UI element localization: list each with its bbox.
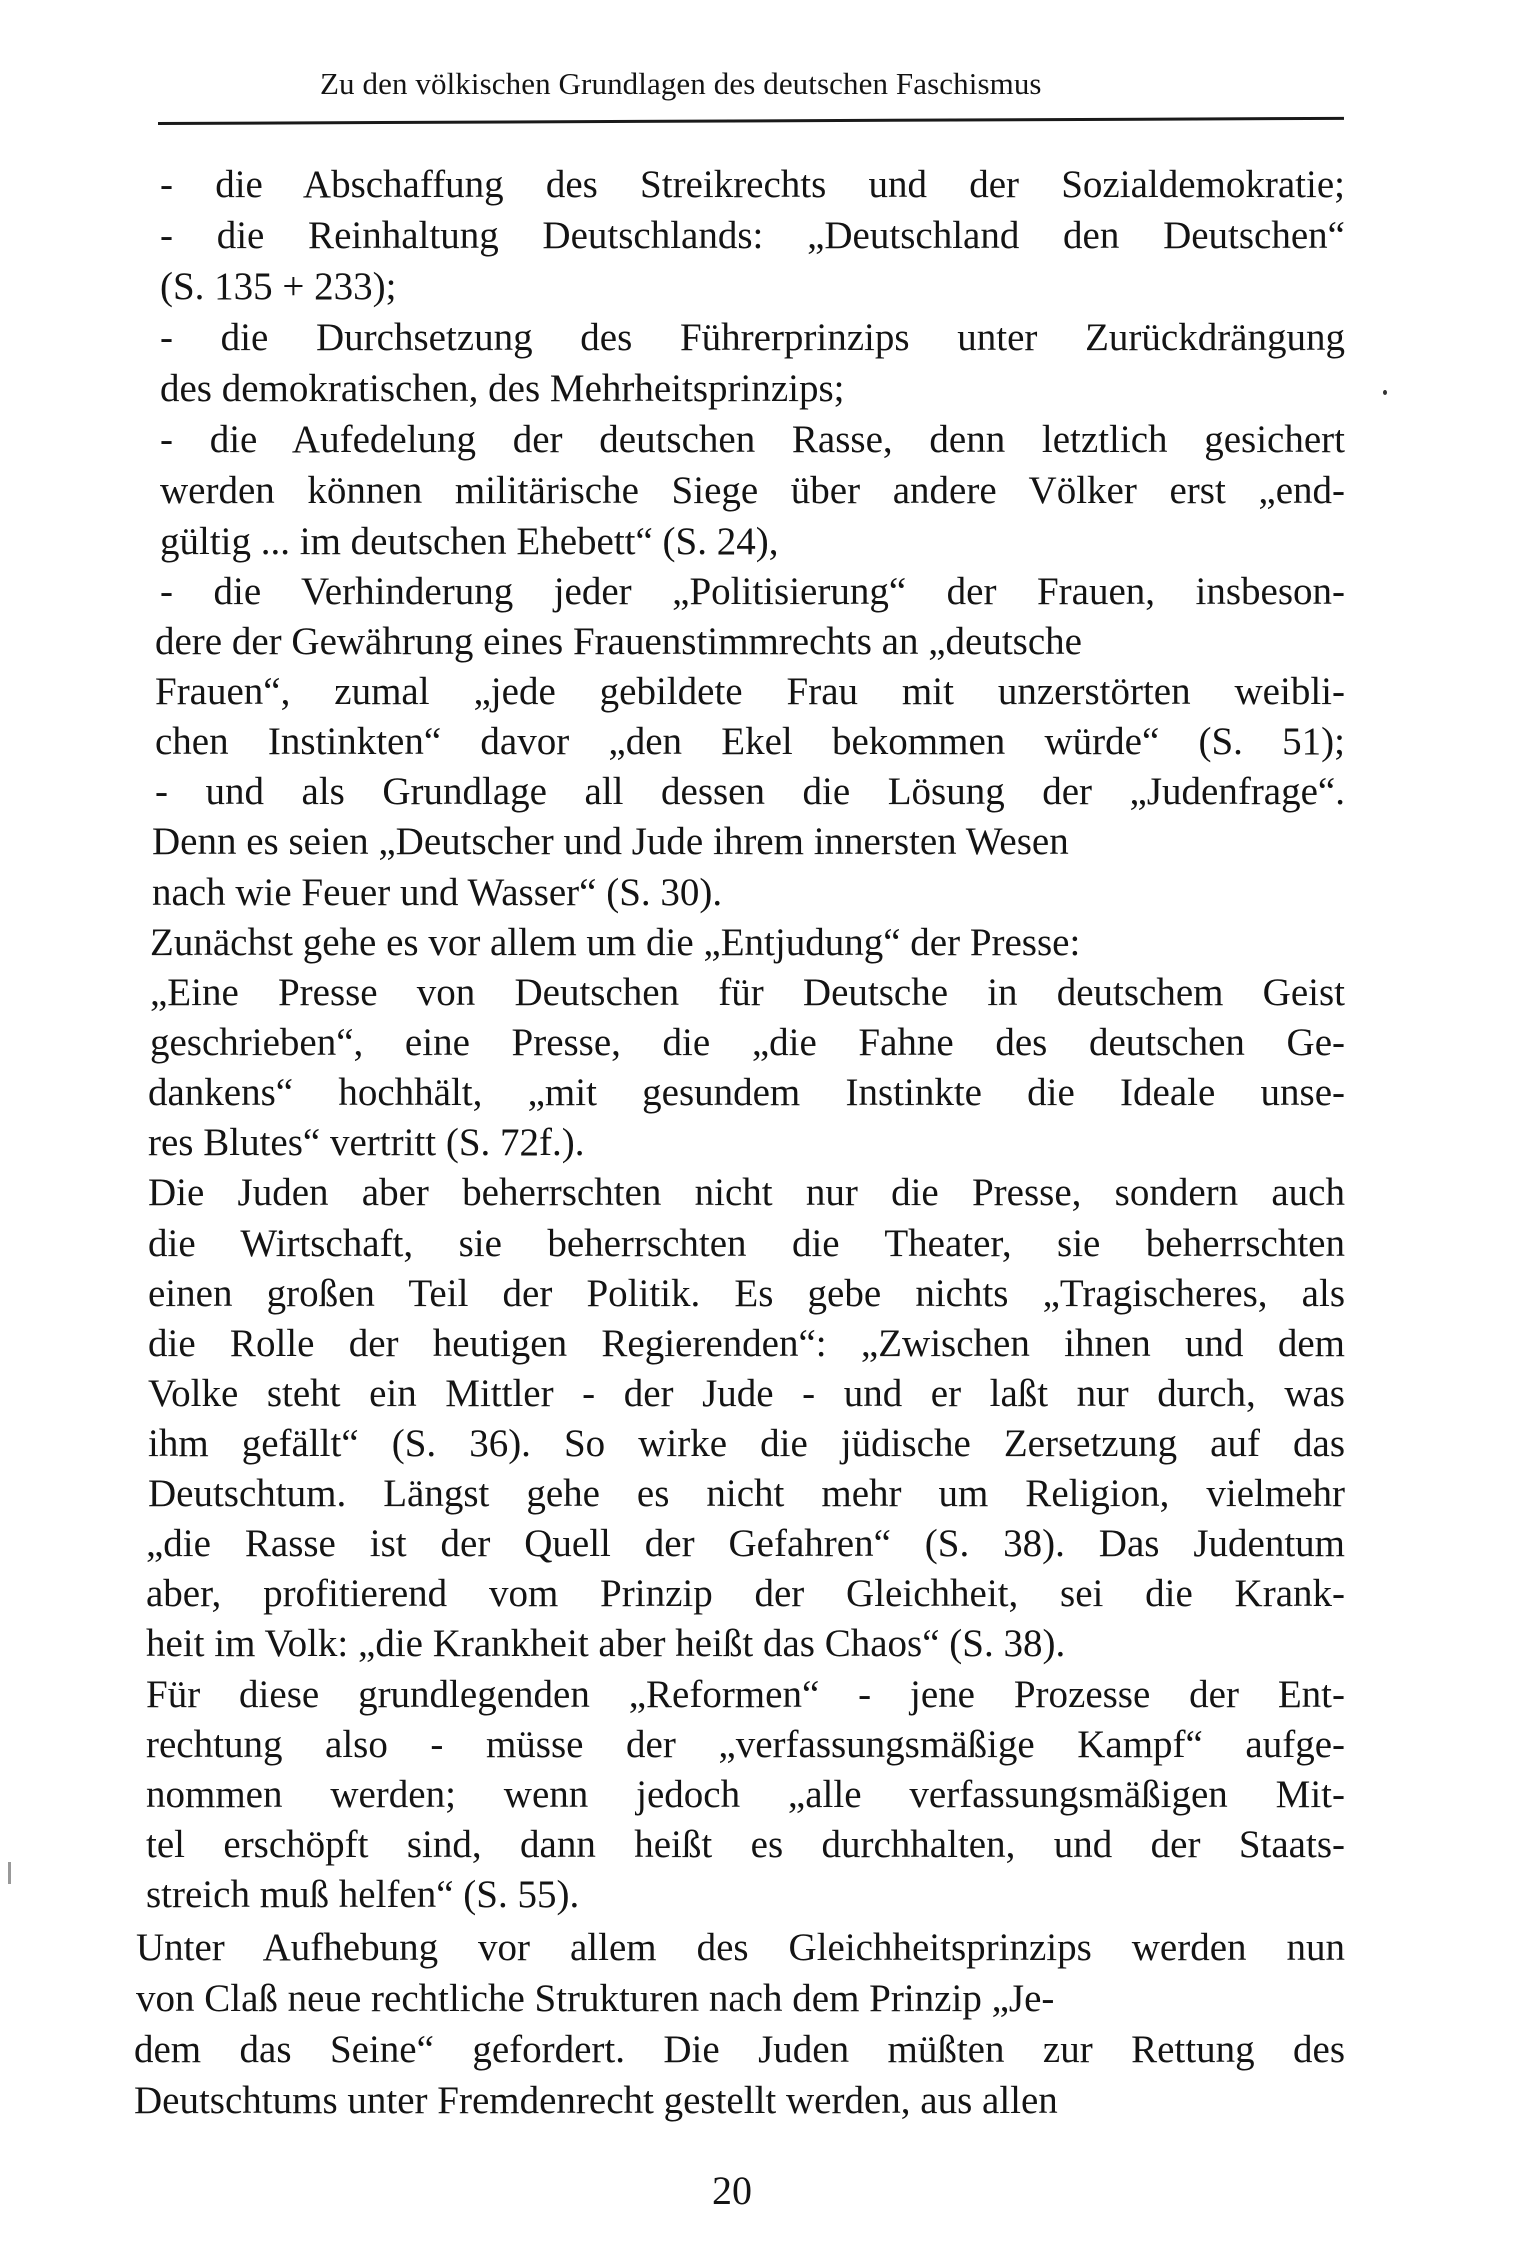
text-line: - die Reinhaltung Deutschlands: „Deutschland den Deutschen“: [160, 214, 1345, 257]
text-line: Die Juden aber beherrschten nicht nur die Presse, sondern auch: [148, 1171, 1345, 1214]
text-line: Deutschtums unter Fremdenrecht gestellt werden, aus allen: [134, 2079, 1058, 2122]
text-line: Unter Aufhebung vor allem des Gleichheitsprinzips werden nun: [136, 1926, 1345, 1969]
text-line: - die Aufedelung der deutschen Rasse, denn letztlich gesichert: [160, 418, 1345, 461]
text-line: werden können militärische Siege über andere Völker erst „end-: [160, 469, 1345, 512]
text-line: „die Rasse ist der Quell der Gefahren“ (S. 38). Das Judentum: [146, 1522, 1345, 1565]
text-line: nommen werden; wenn jedoch „alle verfassungsmäßigen Mit-: [146, 1773, 1345, 1816]
text-line: ihm gefällt“ (S. 36). So wirke die jüdische Zersetzung auf das: [148, 1422, 1345, 1465]
text-line: streich muß helfen“ (S. 55).: [146, 1873, 580, 1916]
page-number: 20: [712, 2168, 752, 2213]
text-line: des demokratischen, des Mehrheitsprinzips;: [160, 367, 845, 410]
scan-edge-mark: [8, 1862, 11, 1884]
text-line: von Claß neue rechtliche Strukturen nach dem Prinzip „Je-: [136, 1977, 1055, 2020]
text-line: (S. 135 + 233);: [160, 265, 397, 308]
scan-speck: [1383, 390, 1387, 395]
text-line: dere der Gewährung eines Frauenstimmrechts an „deutsche: [155, 620, 1082, 663]
text-line: dankens“ hochhält, „mit gesundem Instinkte die Ideale unse-: [148, 1071, 1345, 1114]
text-line: Frauen“, zumal „jede gebildete Frau mit unzerstörten weibli-: [155, 670, 1345, 713]
text-line: rechtung also - müsse der „verfassungsmäßige Kampf“ aufge-: [146, 1723, 1345, 1766]
text-line: Für diese grundlegenden „Reformen“ - jene Prozesse der Ent-: [146, 1673, 1345, 1716]
text-line: gültig ... im deutschen Ehebett“ (S. 24),: [160, 520, 779, 563]
text-line: einen großen Teil der Politik. Es gebe nichts „Tragischeres, als: [148, 1272, 1345, 1315]
running-header: Zu den völkischen Grundlagen des deutschen Faschismus: [320, 66, 1042, 101]
text-line: - und als Grundlage all dessen die Lösung der „Judenfrage“.: [155, 770, 1345, 813]
text-line: chen Instinkten“ davor „den Ekel bekommen würde“ (S. 51);: [155, 720, 1345, 763]
text-line: aber, profitierend vom Prinzip der Gleichheit, sei die Krank-: [146, 1572, 1345, 1615]
text-line: dem das Seine“ gefordert. Die Juden müßten zur Rettung des: [134, 2028, 1345, 2071]
text-line: res Blutes“ vertritt (S. 72f.).: [148, 1121, 585, 1164]
text-line: - die Durchsetzung des Führerprinzips unter Zurückdrängung: [160, 316, 1345, 359]
text-line: Deutschtum. Längst gehe es nicht mehr um Religion, vielmehr: [148, 1472, 1345, 1515]
text-line: Denn es seien „Deutscher und Jude ihrem innersten Wesen: [152, 820, 1069, 863]
text-line: nach wie Feuer und Wasser“ (S. 30).: [152, 871, 723, 914]
text-line: Zunächst gehe es vor allem um die „Entjudung“ der Presse:: [150, 921, 1081, 964]
text-line: - die Abschaffung des Streikrechts und der Sozialdemokratie;: [160, 163, 1345, 206]
text-line: - die Verhinderung jeder „Politisierung“ der Frauen, insbeson-: [160, 570, 1345, 613]
text-line: tel erschöpft sind, dann heißt es durchhalten, und der Staats-: [146, 1823, 1345, 1866]
text-line: die Wirtschaft, sie beherrschten die Theater, sie beherrschten: [148, 1222, 1345, 1265]
text-line: „Eine Presse von Deutschen für Deutsche in deutschem Geist: [150, 971, 1345, 1014]
text-line: die Rolle der heutigen Regierenden“: „Zwischen ihnen und dem: [148, 1322, 1345, 1365]
text-line: heit im Volk: „die Krankheit aber heißt das Chaos“ (S. 38).: [146, 1622, 1066, 1665]
text-line: Volke steht ein Mittler - der Jude - und er laßt nur durch, was: [148, 1372, 1345, 1415]
text-line: geschrieben“, eine Presse, die „die Fahne des deutschen Ge-: [150, 1021, 1345, 1064]
